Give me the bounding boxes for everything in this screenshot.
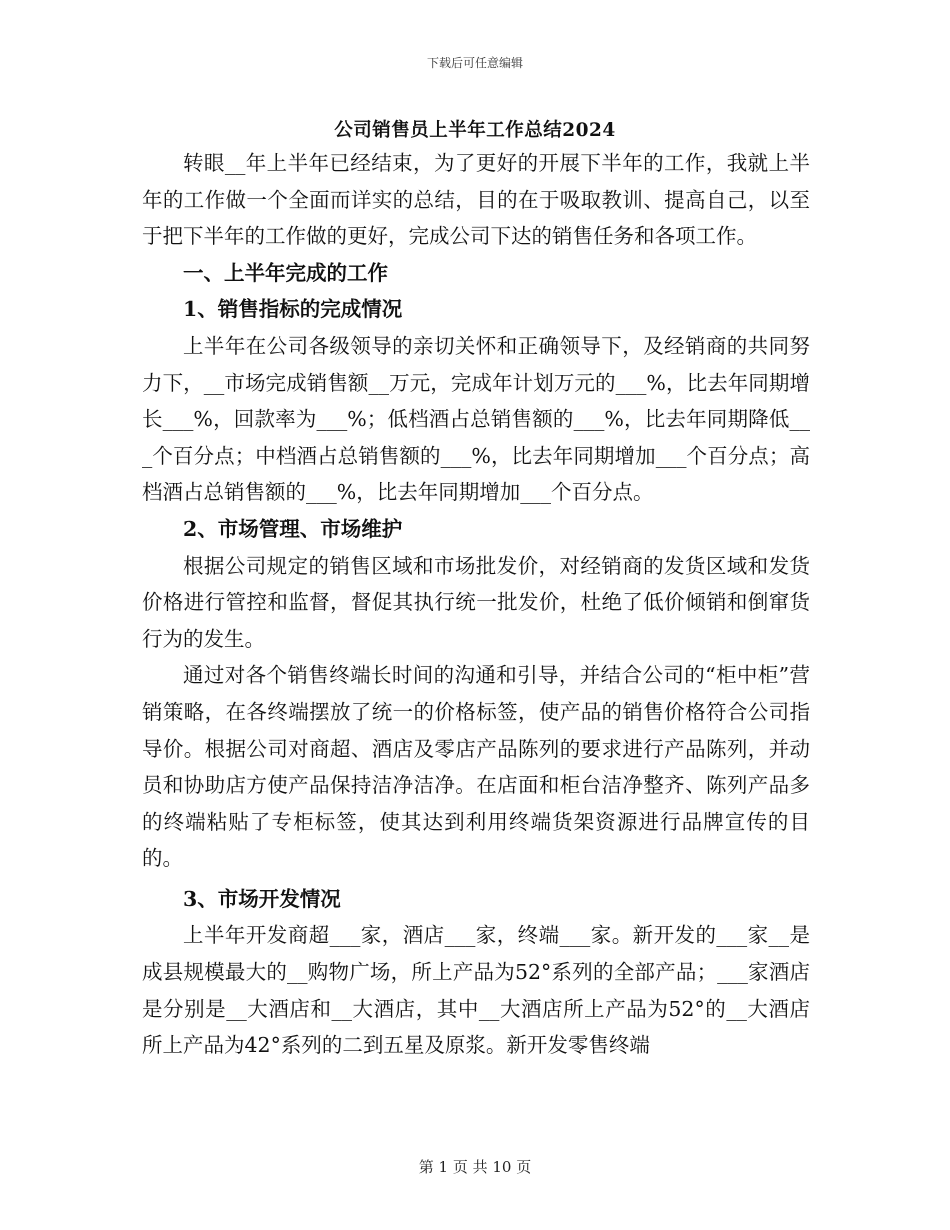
subsection-heading-3: 3、市场开发情况 — [183, 886, 341, 911]
subsection-2-paragraph-2: 通过对各个销售终端长时间的沟通和引导，并结合公司的“柜中柜”营销策略，在各终端摆放了统一的价格标签，使产品的销售价格符合公司指导价。根据公司对商超、酒店及零店产品陈列的要求进行产品陈列，并动员和协助店方使产品保持洁净洁净。在店面和柜台洁净整齐、陈列产品多的终端粘贴了专柜标签，使其达到利用终端货架资源进行品牌宣传的目的。 — [142, 663, 810, 871]
subsection-heading-1: 1、销售指标的完成情况 — [183, 297, 403, 322]
page-footer-pagination: 第 1 页 共 10 页 — [418, 1158, 532, 1176]
subsection-3-paragraph: 上半年开发商超___家，酒店___家，终端___家。新开发的___家__是成县规模最大的__购物广场，所上产品为52°系列的全部产品；___家酒店是分别是__大酒店和__大酒店，其中__大酒店所上产品为52°的__大酒店所上产品为42°系列的二到五星及原浆。新开发零售终端 — [142, 923, 810, 1058]
page-header-note: 下载后可任意编辑 — [426, 56, 523, 70]
subsection-2-paragraph-1: 根据公司规定的销售区域和市场批发价，对经销商的发货区域和发货价格进行管控和监督，督促其执行统一批发价，杜绝了低价倾销和倒窜货行为的发生。 — [142, 553, 810, 651]
subsection-1-paragraph: 上半年在公司各级领导的亲切关怀和正确领导下，及经销商的共同努力下，__市场完成销售额__万元，完成年计划万元的___%，比去年同期增长___%，回款率为___%；低档酒占总销售额的___%，比去年同期降低___个百分点；中档酒占总销售额的___%，比去年同期增加___个百分点；高档酒占总销售额的___%，比去年同期增加___个百分点。 — [142, 333, 810, 505]
document-title: 公司销售员上半年工作总结2024 — [334, 120, 616, 141]
intro-paragraph: 转眼__年上半年已经结束，为了更好的开展下半年的工作，我就上半年的工作做一个全面而详实的总结，目的在于吸取教训、提高自己，以至于把下半年的工作做的更好，完成公司下达的销售任务和各项工作。 — [142, 151, 810, 249]
subsection-heading-2: 2、市场管理、市场维护 — [183, 516, 403, 541]
document-body — [142, 145, 810, 1064]
section-heading-1: 一、上半年完成的工作 — [183, 260, 388, 285]
